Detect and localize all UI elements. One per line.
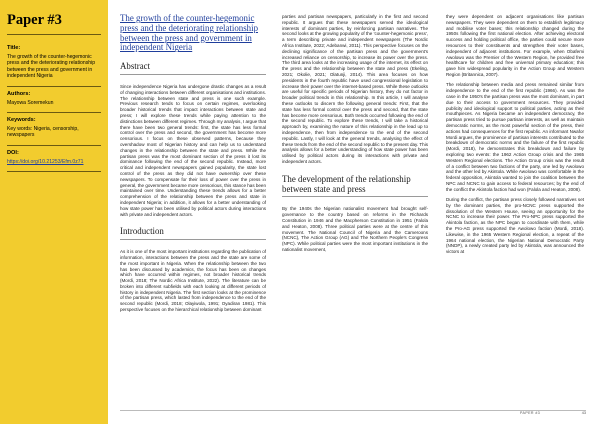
authors-text: Mayowa Soremekun [7, 99, 54, 106]
column-3 [446, 14, 584, 260]
authors-label: Authors: [7, 90, 31, 97]
title-text: The growth of the counter-hegemonic press and the deteriorating relationship between the press and government in independent Nigeria [7, 54, 96, 80]
development-heading: The development of the relationship between state and press [282, 175, 428, 198]
paper-number: Paper #3 [7, 12, 101, 35]
column-1 [120, 14, 266, 317]
body-paragraph: they were dependent on adjacent organisations like partisan newspapers. They were dependent on them to establish legitimacy and mobilise voter bases; this relationship changed during the 1950s following the first national election. After achieving electoral success and holding political office, the parties could secure more resources to their constituents and strengthen their voter bases, independent of adjacent institutions. For example, when Obafemi Awolowo was the Premier of the Western Region, he provided free healthcare for children and free universal primary education; this gave him widespread popularity in the Action Group and Western Region (Britannica, 2007). [446, 14, 584, 77]
introduction-paragraph: As it is one of the most important institutions regarding the publication of information, interactions between the press and the state are some of the most important in Nigeria. When the relationship between the two has been discussed by academics, the focus has been on changes which have occurred within regimes, not broader historical trends (Mordi, 2018; The Nordic Africa Institute, 2022). The literature can be broken into different subfields with each looking at different periods of history in independent Nigeria. The first section looks at the prominence of the partisan press, which lasted from independence to the end of the second republic (Mordi, 2018; Olayiwola, 1991; Oyadiran 1981). This perspective focuses on the hierarchical relationship between dominant [120, 249, 266, 313]
body-paragraph: During the conflict, the partisan press closely followed narratives set by the dominant parties, the pro-NCNC press supported the dissolution of the Western House, seeing an opportunity for the NCNC to increase their power. The Pro-NPC press supported the Akintola faction, as the NPC began to coordinate with them, while the Pro-AG press supported the Awolowo faction (Mordi, 2018). Likewise, in the 1965 Western Regional election, a repeat of the 1964 national election, the Nigerian National Democratic Party (NNDP), a newly created party led by Akintola, was announced the victors at [446, 197, 584, 255]
title-label: Title: [7, 45, 21, 51]
footer-divider [120, 410, 586, 411]
doi-link[interactable]: https://doi.org/10.21253/Efm.0z71 [7, 158, 84, 165]
abstract-text: Since independence Nigeria has undergone drastic changes as a result of changing interactions between different organisations and institutions. The relationship between state and press is one such example. Previous research tends to focus on certain regimes, overlooking broader historical trends that impact interactions between state and press; I will explore these trends while paying attention to the distinctions between different regimes. Through my analysis, I argue that there have been two general trends: first, the state has less formal control over the press and second, the government has become more censorious. I focus on these observed patterns, because they overshadow most of Nigerian history and can help us to understand changes in the relationship between the state and press. While the partisan press was the most dominant section of the press it lost its dominance following the end of the second republic. Instead, more critical and independent newspapers gained popularity, the state lost control of the press as they did not have ownership over these newspapers. To compensate for their loss of power over the press in general, the government became more censorious, this stance has been maintained over time. Understanding these trends allows for a better comprehension of the relationship between the press and state in independent Nigeria; in addition, it allows for a better understanding of how state power has been utilised by political actors during interactions with private and independent actors. [120, 83, 266, 217]
keywords-label: Keywords: [7, 117, 36, 124]
page-number: 43 [581, 411, 586, 415]
footer-label: PAPER #3 [520, 411, 541, 415]
body-paragraph: parties and partisan newspapers, particularly in the first and second republic. It argues that these newspapers served the ideological interests of dominant parties, by reinforcing partisan narratives. The second looks at the growing popularity of the 'counter-hegemonic press', a term describing private and independent newspapers (The Nordic Africa Institute, 2022; Adebanwi, 2011). This perspective focuses on the declining significance of the partisan press and the government's increased reliance on censorship, to increase its power over the press. The third area looks at the increasing usage of the internet, its effect on the press and the relationship between the state and press (Ekeling, 2021; Okolie, 2021; Olatunji, 2014). This area focuses on how presidents in the fourth republic have used congressional legislation to increase their power over the internet-based press. While these outlooks are useful for specific periods of Nigerian history, they do not factor in broader political trends in this relationship. In this article, I will analyse these outlooks to discern the following general trends: First, that the state has less formal control over the press and second, that the state has become more censorious. Both trends occurred following the end of the second republic. To explore these trends, I will take a historical approach by, examining the nature of this relationship in the lead up to independence, then from independence to the end of the second republic. Lastly, I will look at the general trends, analysing the effect of these trends from the end of the second republic to the present day. This analysis allows for a better understanding of how state power has been utilised by political actors during its interactions with private and independent actors. [282, 14, 428, 164]
title-section [7, 41, 101, 87]
metadata-sidebar [0, 0, 108, 424]
abstract-heading: Abstract [120, 62, 266, 75]
development-paragraph: By the 1940s the Nigerian nationalist movement had brought self-governance to the country based on reforms in the Richards Constitution in 1946 and the Macpherson Constitution in 1951 (Falola and Heaton, 2008). Three political parties were at the centre of this movement. The National Council of Nigeria and the Cameroons (NCNC), The Action Group (AG) and The Northern People's Congress (NPC). While political parties were the most important institutions in the nationalist movement, [282, 206, 428, 252]
column-2 [282, 14, 428, 257]
article-title[interactable]: The growth of the counter-hegemonic press and the deteriorating relationship between the press and government in independent Nigeria [120, 13, 259, 53]
body-paragraph: The relationship between media and press remained similar from independence to the end of the first republic (1966). As was the case in the 1950's the partisan press was the most dominant, in part due to their access to government resources. They provided publicity and ideological support to political parties, acting as their mouthpieces. As Nigeria became an independent democracy, the partisan press tried to pursue partisan interests, as well as maintain democratic norms, as the most powerful section of the press, their actions had consequences for the first republic. An informant Nwafor Mordi argues, the prominence of partisan interests contributed to the breakdown of democratic norms and the failure of the first republic (Mordi, 2018), he demonstrates this breakdown and failure by exploring two events: the 1962 Action Group crisis and the 1965 Western Regional elections. The Action Group crisis was the result of a conflict between two factions of the party, one led by Awolowo and the other led by Akintola. While Awolowo was comfortable in the federal opposition, Akintola wanted to join the coalition between the NPC and NCNC to gain access to federal resources; by the end of the conflict the Akintola faction had won (Falola and Heaton, 2008). [446, 82, 584, 192]
doi-label: DOI: [7, 149, 19, 156]
introduction-heading: Introduction [120, 227, 266, 240]
authors-section [7, 87, 101, 113]
doi-section [7, 146, 101, 172]
keywords-section [7, 113, 101, 146]
keywords-text: Key words: Nigeria, censorship, newspapers [7, 126, 79, 139]
